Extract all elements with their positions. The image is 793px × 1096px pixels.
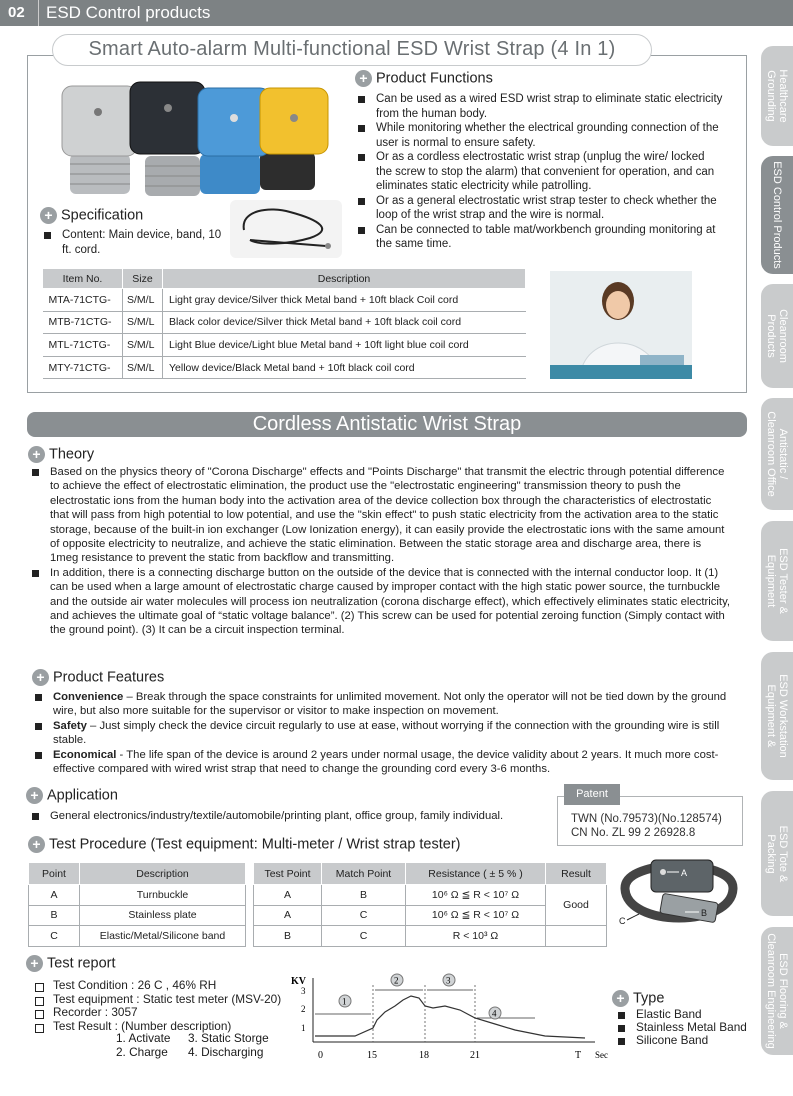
application-title: Application <box>47 787 118 804</box>
table-row <box>43 356 526 379</box>
list-item <box>35 748 733 777</box>
graph-phase-4: 4 <box>492 1008 497 1019</box>
patent-line-2: CN No. ZL 99 2 26928.8 <box>571 827 696 839</box>
list-item: Or as a general electrostatic wrist strap tester to check whether the loop of the wrist strap and the wire is normal. <box>358 194 723 223</box>
size-cell: S/M/L <box>123 334 163 357</box>
plus-icon: + <box>28 836 45 853</box>
side-tab-label: ESD Flooring & Cleanroom Engineering <box>765 933 789 1049</box>
plus-icon: + <box>612 990 629 1007</box>
specification-heading <box>40 207 143 224</box>
point-description-cell: Stainless plate <box>80 905 246 926</box>
product-functions-title: Product Functions <box>376 70 493 87</box>
table-row <box>254 926 607 947</box>
list-item: Elastic Band <box>618 1008 758 1021</box>
size-cell: S/M/L <box>123 289 163 312</box>
theory-list <box>32 465 732 638</box>
description-cell: Light gray device/Silver thick Metal band + 10ft black Coil cord <box>163 289 526 312</box>
legend-activate: 1. Activate <box>116 1031 171 1045</box>
result-cell: Good <box>546 885 607 926</box>
list-item: General electronics/industry/textile/automobile/printing plant, office group, family individual. <box>32 809 552 823</box>
resistance-table <box>253 862 607 947</box>
point-cell: C <box>29 926 80 947</box>
side-tab-label: ESD Control Products <box>771 161 783 269</box>
list-item: Stainless Metal Band <box>618 1021 758 1034</box>
point-cell: A <box>29 885 80 906</box>
table-row <box>43 311 526 334</box>
application-heading <box>26 787 118 804</box>
point-cell: B <box>29 905 80 926</box>
test-result-graph-svg <box>285 970 615 1065</box>
plus-icon: + <box>355 70 372 87</box>
product-functions-list <box>358 92 723 252</box>
legend-discharging: 4. Discharging <box>188 1044 264 1059</box>
plus-icon: + <box>32 669 49 686</box>
features-list <box>35 690 733 776</box>
side-tab-healthcare-grounding[interactable] <box>761 46 793 146</box>
type-list <box>618 1008 758 1047</box>
table-row <box>43 334 526 357</box>
graph-y-tick-2: 2 <box>301 1004 306 1014</box>
legend-static-storage: 3. Static Storge <box>188 1031 269 1045</box>
list-item: Test Result : (Number description) <box>35 1020 305 1034</box>
resistance-cell: 10⁶ Ω ≦ R < 10⁷ Ω <box>406 885 546 906</box>
description-header: Description <box>163 269 526 289</box>
graph-phase-1: 1 <box>342 996 347 1007</box>
list-item: Content: Main device, band, 10 ft. cord. <box>44 228 224 257</box>
size-cell: S/M/L <box>123 356 163 379</box>
table-row <box>43 289 526 312</box>
point-description-header: Description <box>80 863 246 885</box>
item-table <box>42 268 526 379</box>
description-cell: Black color device/Silver thick Metal band + 10ft black coil cord <box>163 311 526 334</box>
specification-title: Specification <box>61 207 144 224</box>
patent-label: Patent <box>564 784 620 805</box>
result-empty-cell <box>546 926 607 947</box>
side-tab-label: ESD Workstation Equipment & <box>765 674 789 758</box>
graph-y-tick-3: 3 <box>301 986 306 996</box>
product-devices-image <box>50 74 335 204</box>
list-item: Silicone Band <box>618 1034 758 1047</box>
device-test-points-illustration <box>615 848 745 946</box>
theory-title: Theory <box>49 446 95 463</box>
feature-label: Economical <box>53 748 117 761</box>
side-tab-esd-control-products[interactable] <box>761 156 793 274</box>
diagram-label-a: A <box>681 868 688 878</box>
legend-charge: 2. Charge <box>116 1044 168 1059</box>
list-item: Or as a cordless electrostatic wrist strap (unplug the wire/ locked the screw to stop the alarm) that convenient for operation, and can eliminates static electricity while patrolling. <box>358 150 723 194</box>
result-header: Result <box>546 863 607 885</box>
resistance-cell: R < 10³ Ω <box>406 926 546 947</box>
table-row <box>29 885 246 906</box>
list-item: Test equipment : Static test meter (MSV-20) <box>35 993 305 1007</box>
match-point-header: Match Point <box>322 863 406 885</box>
feature-text: - The life span of the device is around 2 years under normal usage, the device validity about 2 years. It much more cost-effective compared with wired wrist strap that need to change the grounding cord every 3-6 months. <box>53 748 719 776</box>
type-title: Type <box>633 990 665 1007</box>
patent-line-1: TWN (No.79573)(No.128574) <box>571 813 722 825</box>
test-report-list <box>35 979 305 1033</box>
item-no-cell: MTA-71CTG- <box>43 289 123 312</box>
side-tab-esd-tester-equipment[interactable] <box>761 521 793 641</box>
list-item: Recorder : 3057 <box>35 1006 305 1020</box>
test-procedure-heading <box>28 836 461 853</box>
test-report-heading <box>26 955 116 972</box>
graph-phase-2: 2 <box>394 975 399 986</box>
features-heading <box>32 669 164 686</box>
test-point-cell: B <box>254 926 322 947</box>
table-row <box>29 926 246 947</box>
resistance-header: Resistance ( ± 5 % ) <box>406 863 546 885</box>
list-item <box>35 719 733 748</box>
cordless-section-banner <box>27 412 747 437</box>
product-section-title: Smart Auto-alarm Multi-functional ESD Wrist Strap (4 In 1) <box>88 38 616 60</box>
graph-y-tick-1: 1 <box>301 1023 306 1033</box>
side-tab-label: Cleanroom Products <box>765 309 789 363</box>
side-tab-label: ESD Tote & Packing <box>765 825 789 882</box>
test-point-cell: A <box>254 885 322 906</box>
side-tab-esd-flooring-cleanroom[interactable] <box>761 927 793 1055</box>
graph-x-unit-sec: Sec <box>595 1050 608 1060</box>
page-number: 02 <box>8 4 25 21</box>
match-point-cell: B <box>322 885 406 906</box>
table-row <box>254 885 607 906</box>
resistance-cell: 10⁶ Ω ≦ R < 10⁷ Ω <box>406 905 546 926</box>
specification-list <box>44 228 224 257</box>
point-description-cell: Elastic/Metal/Silicone band <box>80 926 246 947</box>
test-result-graph <box>285 970 615 1065</box>
report-legend <box>116 1032 269 1059</box>
side-tab-label: ESD Tester & Equipment <box>765 548 789 614</box>
test-procedure-title: Test Procedure (Test equipment: Multi-meter / Wrist strap tester) <box>49 836 461 853</box>
graph-x-tick-21: 21 <box>470 1050 480 1061</box>
diagram-label-b: B <box>701 908 708 918</box>
operator-photo <box>550 271 692 379</box>
table-row <box>29 905 246 926</box>
plus-icon: + <box>26 787 43 804</box>
wrist-strap-devices-illustration <box>50 74 335 204</box>
page-header <box>0 0 793 26</box>
graph-y-unit: KV <box>291 976 306 987</box>
graph-x-tick-18: 18 <box>419 1050 429 1061</box>
test-point-cell: A <box>254 905 322 926</box>
plus-icon: + <box>26 955 43 972</box>
product-section-title-pill <box>52 34 652 66</box>
list-item: Based on the physics theory of "Corona Discharge" effects and "Points Discharge" that transmit the electric through potential difference to achieve the effect of electrostatic elimination, the product use the "electrostatic engineering" transmission theory to push the electrostatic ions from the human body into the activation area of the device collection box through the characteristics of electrostatic that will pass from high potential to low potential, and use the "skin effect" to push static electricity from the activation area to the static storage, because of the built-in ion exchanger (Low Ionization energy), it can easily provide the electrostatic ions with the same amount of opposite electricity to neutralize, and achieve the static elimination. Between the static storage area and discharge area, there is 1meg resistance to prevent the static from backflow and transmitting. <box>32 465 732 566</box>
item-no-cell: MTY-71CTG- <box>43 356 123 379</box>
item-no-cell: MTB-71CTG- <box>43 311 123 334</box>
point-header: Point <box>29 863 80 885</box>
application-list <box>32 809 552 823</box>
match-point-cell: C <box>322 905 406 926</box>
description-cell: Light Blue device/Light blue Metal band + 10ft light blue coil cord <box>163 334 526 357</box>
feature-text: – Just simply check the device circuit regularly to use at ease, without worrying if the connection with the grounding wire is still stable. <box>53 719 720 747</box>
list-item: Test Condition : 26 C , 46% RH <box>35 979 305 993</box>
graph-x-unit: T <box>575 1050 582 1061</box>
item-no-cell: MTL-71CTG- <box>43 334 123 357</box>
point-table <box>28 862 246 947</box>
page-header-title: ESD Control products <box>46 3 211 22</box>
features-title: Product Features <box>53 669 165 686</box>
operator-illustration <box>550 271 692 379</box>
test-report-title: Test report <box>47 955 116 972</box>
type-heading <box>612 990 664 1007</box>
test-point-header: Test Point <box>254 863 322 885</box>
side-tab-esd-tote-packing[interactable] <box>761 791 793 916</box>
feature-text: – Break through the space constraints for unlimited movement. Not only the operator will not be tied down by the ground wire, but also more suitable for the supervisor or visitor to make inspection on movement. <box>53 691 727 718</box>
match-point-cell: C <box>322 926 406 947</box>
list-item: While monitoring whether the electrical grounding connection of the user is normal to ensure safety. <box>358 121 723 150</box>
item-no-header: Item No. <box>43 269 123 289</box>
plus-icon: + <box>28 446 45 463</box>
graph-x-tick-0: 0 <box>318 1050 323 1061</box>
list-item: In addition, there is a connecting discharge button on the outside of the device that is connected with the internal conductor loop. It (1) can be used when a large amount of electrostatic charge caused by improper contact with the high static power source, the turnbuckle and the outside air water molecules will process ion neutralization (corona discharge effect), which effectively eliminates static electricity, and achieves the ultimate goal of “static voltage balance”. (2) This screw can be used for potential zeroing function (Simply contact with the ground point). (3) It can be a circuit inspection terminal. <box>32 566 732 638</box>
feature-label: Convenience <box>53 691 124 703</box>
plus-icon: + <box>40 207 57 224</box>
graph-phase-3: 3 <box>446 975 451 986</box>
coil-cord-image <box>230 200 342 258</box>
side-tab-label: Healthcare Grounding <box>765 69 789 123</box>
header-divider <box>38 0 39 26</box>
point-description-cell: Turnbuckle <box>80 885 246 906</box>
coil-cord-illustration <box>230 200 342 258</box>
size-cell: S/M/L <box>123 311 163 334</box>
product-functions-heading <box>355 70 493 87</box>
list-item <box>35 690 733 719</box>
device-test-points-image <box>615 848 745 946</box>
diagram-label-c: C <box>619 916 626 926</box>
side-tab-label: Antistatic / Cleanroom Office <box>765 411 789 497</box>
feature-label: Safety <box>53 719 87 732</box>
list-item: Can be used as a wired ESD wrist strap to eliminate static electricity from the human body. <box>358 92 723 121</box>
graph-x-tick-15: 15 <box>367 1050 377 1061</box>
side-tab-cleanroom-products[interactable] <box>761 284 793 388</box>
cordless-section-title: Cordless Antistatic Wrist Strap <box>252 413 522 435</box>
side-tab-antistatic-cleanroom-office[interactable] <box>761 398 793 510</box>
size-header: Size <box>123 269 163 289</box>
side-tab-esd-workstation-equipment[interactable] <box>761 652 793 780</box>
list-item: Can be connected to table mat/workbench grounding monitoring at the same time. <box>358 223 723 252</box>
theory-heading <box>28 446 94 463</box>
description-cell: Yellow device/Black Metal band + 10ft black coil cord <box>163 356 526 379</box>
